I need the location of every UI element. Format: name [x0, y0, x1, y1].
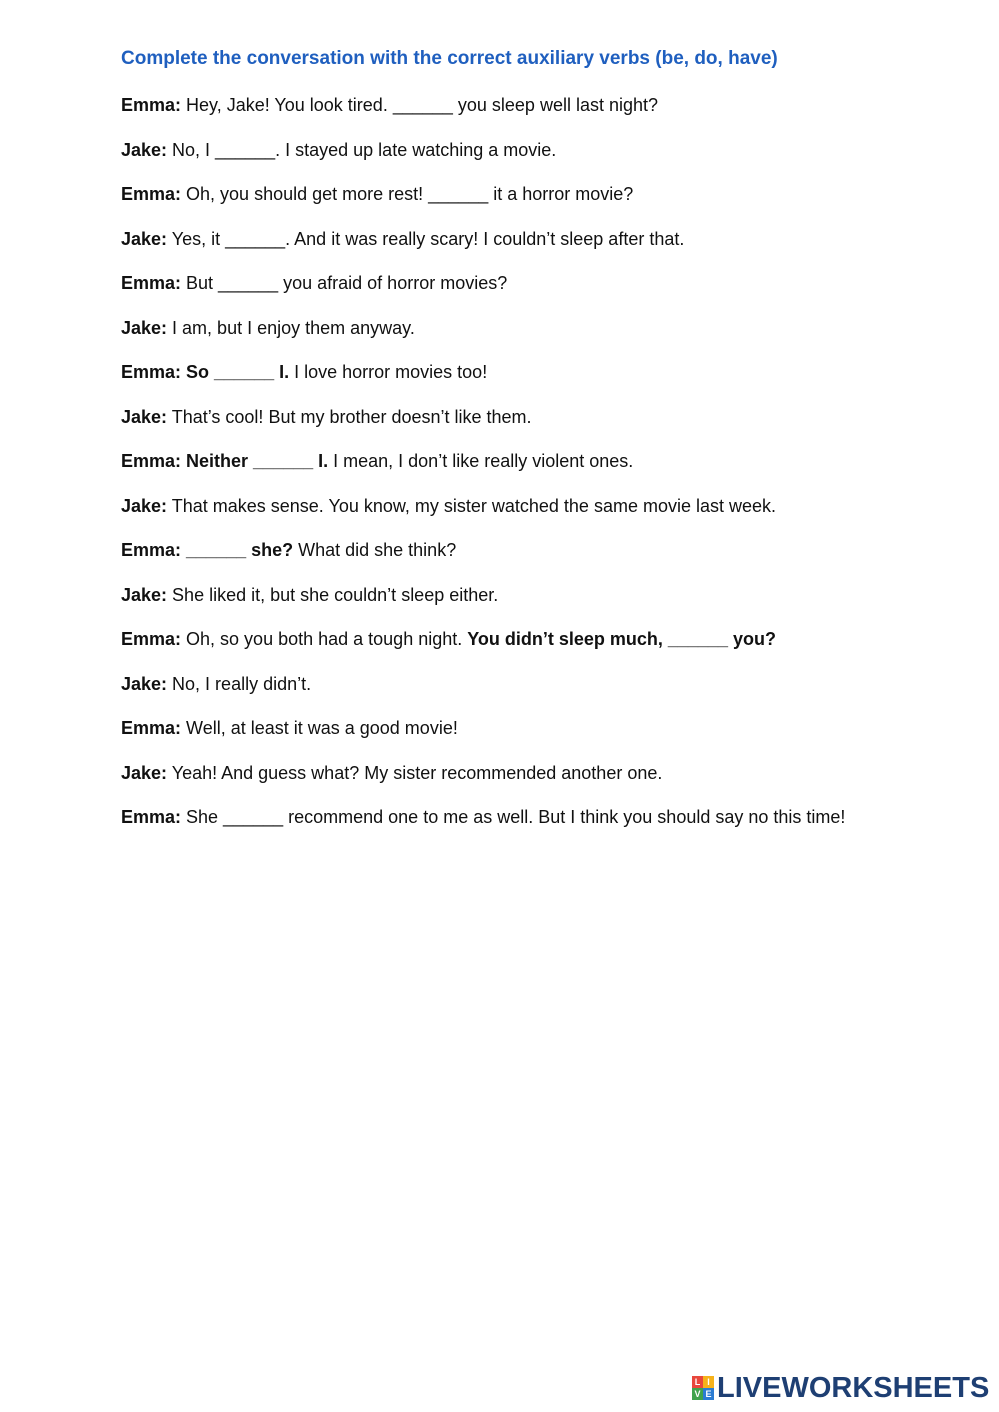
speaker-label: Emma: — [121, 540, 182, 560]
dialogue-line — [121, 805, 845, 850]
worksheet-title: Complete the conversation with the correct auxiliary verbs (be, do, have) — [121, 48, 778, 69]
logo-letter-l: L — [692, 1376, 703, 1388]
logo-letter-e: E — [703, 1388, 714, 1400]
dialogue-line — [121, 360, 845, 405]
speaker-label: Emma: — [121, 718, 182, 738]
dialogue-line — [121, 716, 845, 761]
line-text: I love horror movies too! — [289, 362, 488, 382]
line-text: Yeah! And guess what? My sister recommended another one. — [167, 762, 663, 783]
logo-letter-v: V — [692, 1388, 703, 1400]
speaker-label: Emma: — [121, 629, 182, 649]
speaker-label: Jake: — [121, 584, 168, 605]
speaker-label: Jake: — [121, 406, 168, 427]
dialogue-line — [121, 93, 845, 138]
dialogue-line — [121, 494, 845, 539]
line-text: No, I really didn’t. — [167, 673, 312, 694]
line-text: I am, but I enjoy them anyway. — [167, 317, 415, 338]
dialogue-line — [121, 761, 845, 806]
line-text: Yes, it ______. And it was really scary! I couldn’t sleep after that. — [167, 228, 685, 249]
conversation — [121, 93, 845, 850]
line-text: But ______ you afraid of horror movies? — [181, 273, 508, 293]
dialogue-line — [121, 583, 845, 628]
dialogue-line — [121, 449, 845, 494]
liveworksheets-logo-icon — [692, 1376, 714, 1400]
dialogue-line — [121, 316, 845, 361]
line-text: Oh, so you both had a tough night. — [181, 629, 468, 649]
dialogue-line — [121, 672, 845, 717]
speaker-label: Jake: — [121, 495, 168, 516]
line-text: What did she think? — [293, 540, 457, 560]
line-text: I mean, I don’t like really violent ones. — [328, 451, 634, 471]
line-text: Hey, Jake! You look tired. ______ you sleep well last night? — [181, 95, 659, 115]
speaker-label: Emma: — [121, 451, 182, 471]
dialogue-line — [121, 271, 845, 316]
line-text: That’s cool! But my brother doesn’t like them. — [167, 406, 532, 427]
line-bold-text: So ______ I. — [181, 362, 290, 382]
speaker-label: Emma: — [121, 807, 182, 827]
line-text: She ______ recommend one to me as well. But I think you should say no this time! — [181, 807, 846, 827]
dialogue-line — [121, 538, 845, 583]
speaker-label: Emma: — [121, 95, 182, 115]
liveworksheets-logo[interactable] — [692, 1371, 989, 1405]
line-text: No, I ______. I stayed up late watching a movie. — [167, 139, 557, 160]
speaker-label: Jake: — [121, 139, 168, 160]
line-text: Oh, you should get more rest! ______ it a horror movie? — [181, 184, 634, 204]
logo-text: LIVEWORKSHEETS — [717, 1371, 990, 1404]
dialogue-line — [121, 182, 845, 227]
line-bold-text: Neither ______ I. — [181, 451, 329, 471]
speaker-label: Jake: — [121, 228, 168, 249]
speaker-label: Jake: — [121, 762, 168, 783]
dialogue-line — [121, 138, 845, 183]
speaker-label: Emma: — [121, 184, 182, 204]
speaker-label: Emma: — [121, 273, 182, 293]
line-text: That makes sense. You know, my sister watched the same movie last week. — [167, 495, 777, 516]
speaker-label: Jake: — [121, 317, 168, 338]
line-bold-text: ______ she? — [181, 540, 294, 560]
speaker-label: Jake: — [121, 673, 168, 694]
logo-letter-i: I — [703, 1376, 714, 1388]
line-bold-text: You didn’t sleep much, ______ you? — [467, 629, 776, 649]
dialogue-line — [121, 627, 845, 672]
speaker-label: Emma: — [121, 362, 182, 382]
dialogue-line — [121, 227, 845, 272]
line-text: Well, at least it was a good movie! — [181, 718, 458, 738]
dialogue-line — [121, 405, 845, 450]
line-text: She liked it, but she couldn’t sleep either. — [167, 584, 499, 605]
